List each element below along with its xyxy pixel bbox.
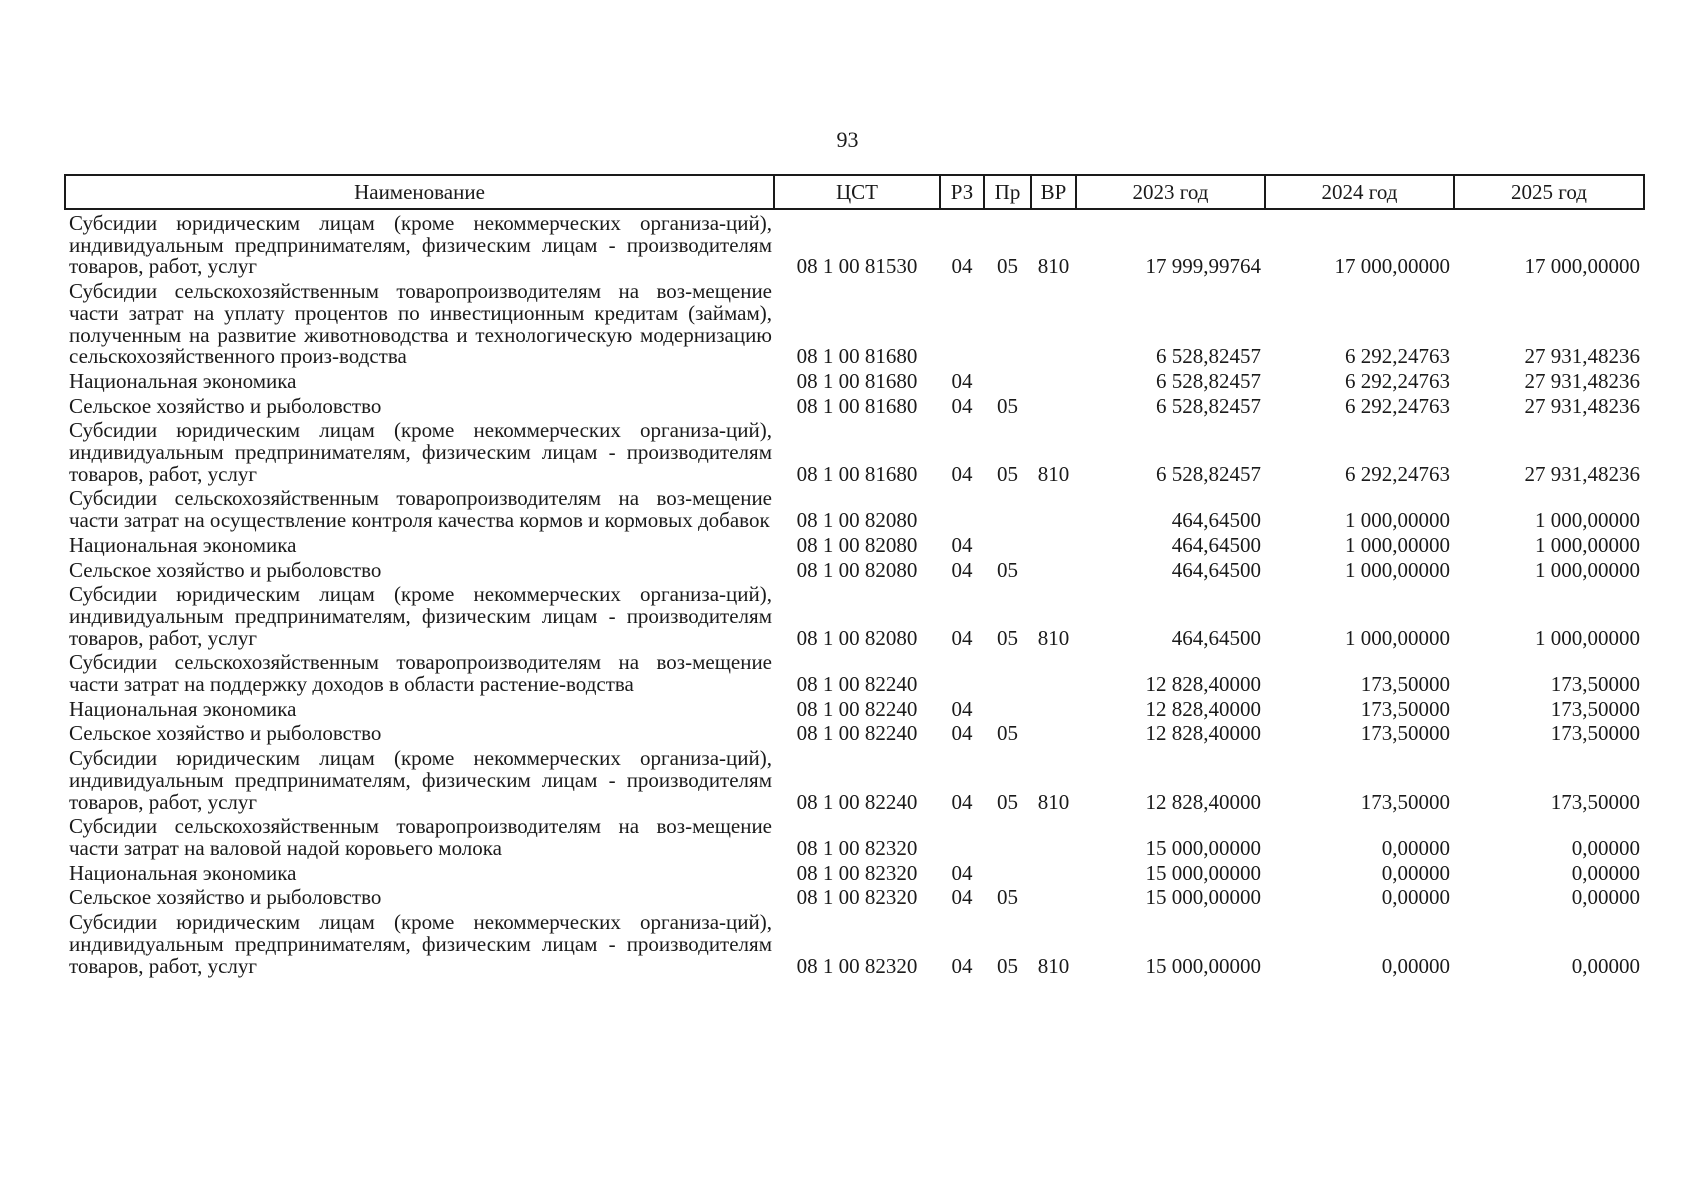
row-name: Сельское хозяйство и рыболовство <box>69 393 382 418</box>
row-cst: 08 1 00 82240 <box>796 696 918 721</box>
row-2025: 1 000,00000 <box>1535 532 1640 557</box>
row-2023: 15 000,00000 <box>1145 885 1261 910</box>
row-pr: 05 <box>997 254 1018 279</box>
row-2023: 464,64500 <box>1171 508 1261 533</box>
row-2023: 464,64500 <box>1171 532 1261 557</box>
row-rz: 04 <box>951 532 973 557</box>
row-2023: 17 999,99764 <box>1145 254 1261 279</box>
header-cst: ЦСТ <box>774 175 940 209</box>
row-vr <box>1031 860 1076 885</box>
table-row <box>65 485 1644 531</box>
table-row <box>65 720 1644 745</box>
row-vr: 810 <box>1037 254 1070 279</box>
row-2025: 0,00000 <box>1571 835 1640 860</box>
row-2025: 17 000,00000 <box>1524 254 1640 279</box>
table-row <box>65 745 1644 813</box>
row-2023: 15 000,00000 <box>1145 835 1261 860</box>
row-rz: 04 <box>951 461 973 486</box>
header-pr: Пр <box>984 175 1031 209</box>
row-2025: 0,00000 <box>1571 885 1640 910</box>
row-vr <box>1031 278 1076 368</box>
row-cst: 08 1 00 81680 <box>796 344 918 369</box>
row-rz: 04 <box>951 393 973 418</box>
header-row <box>65 175 1644 209</box>
row-vr <box>1031 485 1076 531</box>
table-row <box>65 649 1644 695</box>
row-vr <box>1031 649 1076 695</box>
row-rz: 04 <box>951 557 973 582</box>
table-row <box>65 813 1644 859</box>
row-2024: 6 292,24763 <box>1345 368 1450 393</box>
table-row <box>65 557 1644 582</box>
table-row <box>65 532 1644 557</box>
table-row <box>65 417 1644 485</box>
row-name: Субсидии юридическим лицам (кроме некоммерческих организа-ций), индивидуальным предпринимателям, физическим лицам - производителям товаров, работ, услуг <box>69 746 772 814</box>
table-row <box>65 909 1644 977</box>
table-row <box>65 278 1644 368</box>
row-pr <box>984 278 1031 368</box>
row-cst: 08 1 00 82320 <box>796 860 918 885</box>
row-2025: 27 931,48236 <box>1524 368 1640 393</box>
header-2024: 2024 год <box>1265 175 1454 209</box>
row-2024: 0,00000 <box>1381 835 1450 860</box>
row-2023: 15 000,00000 <box>1145 860 1261 885</box>
row-rz <box>940 278 984 368</box>
table-header <box>65 175 1644 209</box>
row-2025: 27 931,48236 <box>1524 393 1640 418</box>
row-vr <box>1031 393 1076 418</box>
row-cst: 08 1 00 82080 <box>796 532 918 557</box>
row-2025: 1 000,00000 <box>1535 508 1640 533</box>
row-2024: 173,50000 <box>1360 672 1450 697</box>
row-cst: 08 1 00 82320 <box>796 835 918 860</box>
row-name: Субсидии юридическим лицам (кроме некоммерческих организа-ций), индивидуальным предпринимателям, физическим лицам - производителям товаров, работ, услуг <box>69 418 772 486</box>
row-2023: 6 528,82457 <box>1156 344 1261 369</box>
row-2025: 1 000,00000 <box>1535 557 1640 582</box>
row-2023: 12 828,40000 <box>1145 789 1261 814</box>
row-2025: 1 000,00000 <box>1535 625 1640 650</box>
row-2024: 173,50000 <box>1360 721 1450 746</box>
table-row <box>65 368 1644 393</box>
row-vr: 810 <box>1037 461 1070 486</box>
budget-table <box>64 174 1645 977</box>
table-row <box>65 884 1644 909</box>
row-pr <box>984 485 1031 531</box>
header-2023: 2023 год <box>1076 175 1265 209</box>
row-cst: 08 1 00 81530 <box>796 254 918 279</box>
row-rz: 04 <box>951 953 973 978</box>
row-2025: 27 931,48236 <box>1524 344 1640 369</box>
row-2024: 6 292,24763 <box>1345 393 1450 418</box>
row-pr: 05 <box>997 721 1018 746</box>
row-name: Субсидии сельскохозяйственным товаропроизводителям на воз-мещение части затрат на уплату процентов по инвестиционным кредитам (займам), полученным на развитие животноводства и технологическую модернизацию сельскохозяйственного произ-водства <box>69 279 772 369</box>
row-2023: 6 528,82457 <box>1156 461 1261 486</box>
row-name: Национальная экономика <box>69 860 297 885</box>
row-2024: 1 000,00000 <box>1345 557 1450 582</box>
table-row <box>65 860 1644 885</box>
table-row <box>65 209 1644 278</box>
row-2025: 173,50000 <box>1550 721 1640 746</box>
header-rz: РЗ <box>940 175 984 209</box>
row-pr <box>984 860 1031 885</box>
row-2024: 0,00000 <box>1381 953 1450 978</box>
row-pr <box>984 649 1031 695</box>
row-vr <box>1031 532 1076 557</box>
row-rz: 04 <box>951 696 973 721</box>
row-2025: 173,50000 <box>1550 672 1640 697</box>
row-pr: 05 <box>997 461 1018 486</box>
row-vr <box>1031 720 1076 745</box>
row-pr: 05 <box>997 557 1018 582</box>
row-vr: 810 <box>1037 953 1070 978</box>
row-cst: 08 1 00 82240 <box>796 721 918 746</box>
row-name: Субсидии сельскохозяйственным товаропроизводителям на воз-мещение части затрат на валовой надой коровьего молока <box>69 814 772 860</box>
row-name: Субсидии сельскохозяйственным товаропроизводителям на воз-мещение части затрат на поддержку доходов в области растение-водства <box>69 650 772 697</box>
row-2023: 15 000,00000 <box>1145 953 1261 978</box>
row-2023: 6 528,82457 <box>1156 393 1261 418</box>
row-2023: 464,64500 <box>1171 557 1261 582</box>
row-rz: 04 <box>951 625 973 650</box>
table-row <box>65 393 1644 418</box>
row-cst: 08 1 00 81680 <box>796 461 918 486</box>
row-rz: 04 <box>951 885 973 910</box>
table-body <box>65 209 1644 977</box>
row-pr <box>984 813 1031 859</box>
row-name: Национальная экономика <box>69 532 297 557</box>
row-name: Субсидии юридическим лицам (кроме некоммерческих организа-ций), индивидуальным предпринимателям, физическим лицам - производителям товаров, работ, услуг <box>69 910 772 978</box>
row-pr: 05 <box>997 789 1018 814</box>
row-2023: 12 828,40000 <box>1145 672 1261 697</box>
row-2024: 173,50000 <box>1360 696 1450 721</box>
row-cst: 08 1 00 82320 <box>796 885 918 910</box>
row-pr <box>984 696 1031 721</box>
row-2024: 0,00000 <box>1381 885 1450 910</box>
row-2024: 0,00000 <box>1381 860 1450 885</box>
row-pr: 05 <box>997 625 1018 650</box>
row-pr: 05 <box>997 393 1018 418</box>
row-rz <box>940 485 984 531</box>
row-cst: 08 1 00 82080 <box>796 557 918 582</box>
row-name: Сельское хозяйство и рыболовство <box>69 885 382 910</box>
row-2023: 12 828,40000 <box>1145 696 1261 721</box>
row-vr <box>1031 884 1076 909</box>
row-cst: 08 1 00 82240 <box>796 789 918 814</box>
row-cst: 08 1 00 81680 <box>796 393 918 418</box>
row-2024: 1 000,00000 <box>1345 532 1450 557</box>
row-2024: 1 000,00000 <box>1345 625 1450 650</box>
row-name: Национальная экономика <box>69 696 297 721</box>
row-2025: 27 931,48236 <box>1524 461 1640 486</box>
row-2025: 0,00000 <box>1571 953 1640 978</box>
row-rz: 04 <box>951 368 973 393</box>
row-cst: 08 1 00 82240 <box>796 672 918 697</box>
row-cst: 08 1 00 81680 <box>796 368 918 393</box>
row-2023: 464,64500 <box>1171 625 1261 650</box>
row-vr <box>1031 368 1076 393</box>
row-rz: 04 <box>951 860 973 885</box>
row-cst: 08 1 00 82080 <box>796 625 918 650</box>
row-2024: 173,50000 <box>1360 789 1450 814</box>
row-name: Субсидии сельскохозяйственным товаропроизводителям на воз-мещение части затрат на осуществление контроля качества кормов и кормовых добавок <box>69 486 772 533</box>
row-pr <box>984 368 1031 393</box>
row-cst: 08 1 00 82080 <box>796 508 918 533</box>
row-2023: 6 528,82457 <box>1156 368 1261 393</box>
row-rz: 04 <box>951 254 973 279</box>
row-rz: 04 <box>951 789 973 814</box>
row-2024: 6 292,24763 <box>1345 344 1450 369</box>
row-2025: 173,50000 <box>1550 696 1640 721</box>
row-name: Сельское хозяйство и рыболовство <box>69 557 382 582</box>
row-vr <box>1031 557 1076 582</box>
header-vr: ВР <box>1031 175 1076 209</box>
row-vr <box>1031 696 1076 721</box>
row-name: Субсидии юридическим лицам (кроме некоммерческих организа-ций), индивидуальным предпринимателям, физическим лицам - производителям товаров, работ, услуг <box>69 211 772 279</box>
row-2025: 0,00000 <box>1571 860 1640 885</box>
row-2023: 12 828,40000 <box>1145 721 1261 746</box>
row-2024: 17 000,00000 <box>1334 254 1450 279</box>
row-rz <box>940 813 984 859</box>
table-row <box>65 696 1644 721</box>
row-2025: 173,50000 <box>1550 789 1640 814</box>
row-2024: 1 000,00000 <box>1345 508 1450 533</box>
row-name: Сельское хозяйство и рыболовство <box>69 721 382 746</box>
row-rz <box>940 649 984 695</box>
table-row <box>65 581 1644 649</box>
row-pr: 05 <box>997 953 1018 978</box>
row-cst: 08 1 00 82320 <box>796 953 918 978</box>
row-pr <box>984 532 1031 557</box>
header-2025: 2025 год <box>1454 175 1644 209</box>
row-vr <box>1031 813 1076 859</box>
row-name: Национальная экономика <box>69 368 297 393</box>
row-2024: 6 292,24763 <box>1345 461 1450 486</box>
row-vr: 810 <box>1037 625 1070 650</box>
row-rz: 04 <box>951 721 973 746</box>
page-number: 93 <box>836 127 859 152</box>
row-vr: 810 <box>1037 789 1070 814</box>
row-name: Субсидии юридическим лицам (кроме некоммерческих организа-ций), индивидуальным предпринимателям, физическим лицам - производителям товаров, работ, услуг <box>69 582 772 650</box>
row-pr: 05 <box>997 885 1018 910</box>
header-name: Наименование <box>65 175 774 209</box>
